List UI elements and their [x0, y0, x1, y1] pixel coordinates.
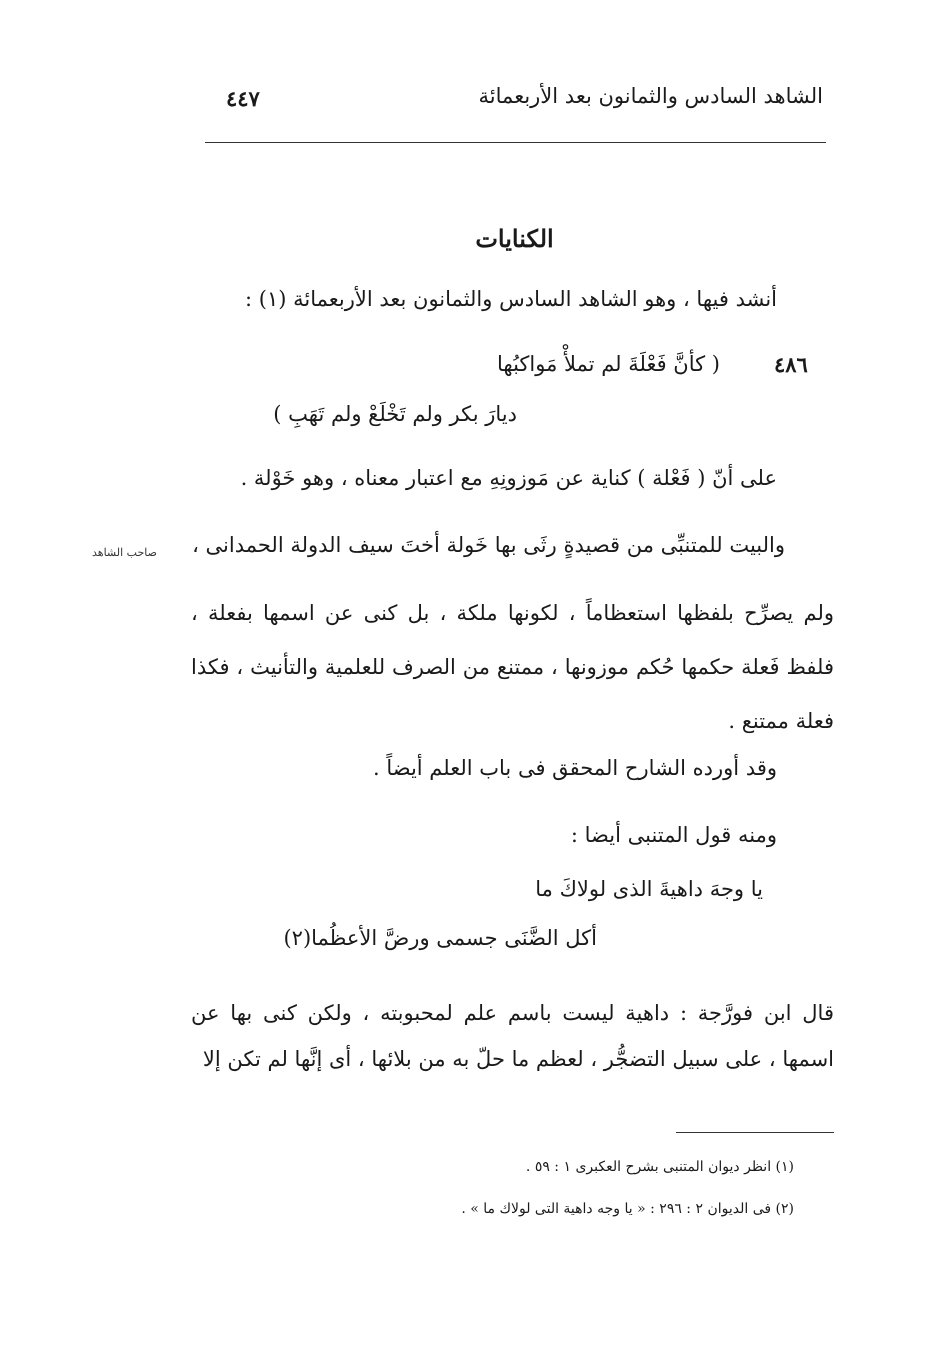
example-intro-line: ومنه قول المتنبى أيضا : [570, 823, 777, 847]
poem-line-2: أكل الضَّنَى جسمى ورضَّ الأعظُما(٢) [283, 926, 597, 950]
page-number: ٤٤٧ [226, 86, 260, 111]
verse-attribution-line: والبيت للمتنبِّى من قصيدةٍ رثَى بها خَولة أختَ سيف الدولة الحمدانى ، [192, 533, 785, 557]
footnote-rule [676, 1132, 834, 1133]
attribution-paragraph: ولم يصرِّح بلفظها استعظاماً ، لكونها ملكة ، بل كنى عن اسمها بفعلة ، فلفظ فَعلة حكمها حُكم موزونها ، ممتنع من الصرف للعلمية والتأنيث ، فكذا فعلة ممتنع . [191, 601, 834, 733]
reference-line: وقد أورده الشارح المحقق فى باب العلم أيضاً . [372, 756, 777, 780]
footnote-2: (٢) فى الديوان ٢ : ٢٩٦ : « يا وجه داهية التى لولاك ما » . [461, 1201, 794, 1217]
verse-line-2: ديارَ بكر ولم تَخْلَعْ ولم تَهَبِ ) [273, 402, 517, 426]
header-rule [205, 142, 826, 143]
section-heading: الكنايات [475, 224, 554, 253]
verse-number: ٤٨٦ [774, 352, 808, 377]
commentary-paragraph: قال ابن فورَّجة : داهية ليست باسم علم لمحبوبته ، ولكن كنى بها عن اسمها ، على سبيل التضجُّر ، لعظم ما حلّ به من بلائها ، أى إنَّها لم تكن إلا [191, 1001, 834, 1071]
commentary-line: على أنّ ( فَعْلة ) كناية عن مَوزونِهِ مع اعتبار معناه ، وهو خَوْلة . [240, 466, 777, 490]
footnote-1: (١) انظر ديوان المتنبى بشرح العكبرى ١ : ٥٩ . [525, 1159, 794, 1175]
margin-note: صاحب الشاهد [92, 546, 157, 559]
poem-line-1: يا وجهَ داهيةَ الذى لولاكَ ما [535, 877, 763, 901]
verse-line-1: ( كأنَّ فَعْلَةَ لم تملأْ مَواكبُها [496, 352, 720, 376]
running-header-title: الشاهد السادس والثمانون بعد الأربعمائة [478, 84, 823, 108]
intro-line: أنشد فيها ، وهو الشاهد السادس والثمانون بعد الأربعمائة (١) : [245, 287, 777, 311]
